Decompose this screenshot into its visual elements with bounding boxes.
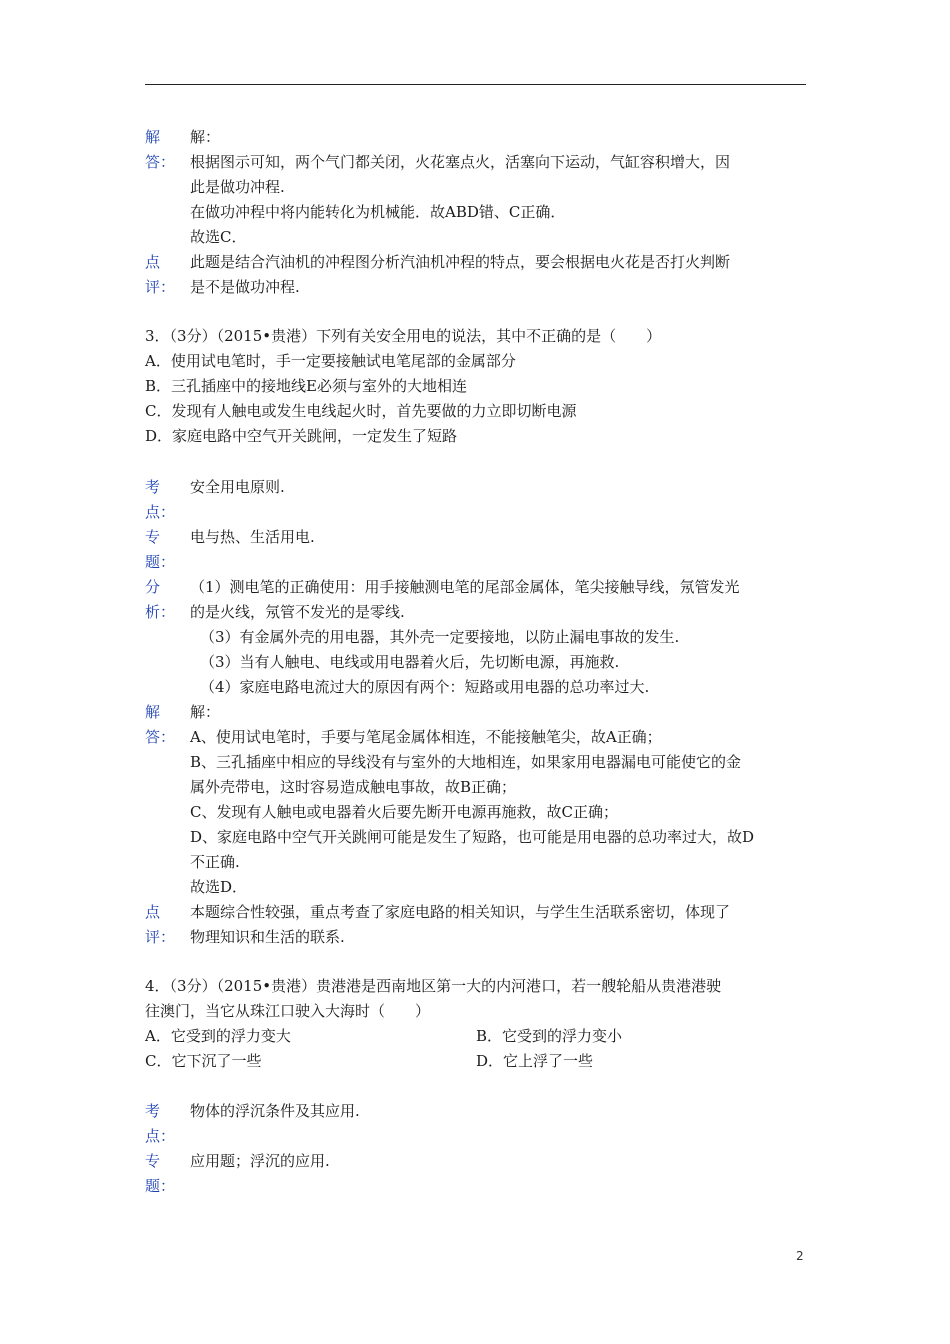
q3-jieda-line: 属外壳带电，这时容易造成触电事故，故B正确； — [190, 778, 517, 796]
label-kao: 考 — [145, 1102, 161, 1120]
label-ping: 评： — [145, 278, 176, 296]
q2-answer-line: 故选C． — [190, 228, 247, 246]
q3-jieda-line: D、家庭电路中空气开关跳闸可能是发生了短路，也可能是用电器的总功率过大，故D — [190, 828, 755, 846]
label-jie: 解 — [145, 703, 161, 721]
q3-option-d: D．家庭电路中空气开关跳闸，一定发生了短路 — [145, 427, 458, 445]
q4-option-c: C．它下沉了一些 — [145, 1052, 262, 1070]
q4-stem-line1: 4．（3分）（2015•贵港）贵港港是西南地区第一大的内河港口，若一艘轮船从贵港港驶 — [145, 977, 722, 995]
label-zhuan: 专 — [145, 1152, 161, 1170]
q3-option-a: A．使用试电笔时，手一定要接触试电笔尾部的金属部分 — [145, 352, 516, 370]
label-ti: 题： — [145, 1177, 176, 1195]
q3-fenxi-line: 的是火线，氖管不发光的是零线. — [190, 603, 405, 621]
q3-jieda-line: A、使用试电笔时，手要与笔尾金属体相连，不能接触笔尖，故A正确； — [190, 728, 662, 746]
q3-fenxi-line: （3）当有人触电、电线或用电器着火后，先切断电源，再施救. — [200, 653, 620, 671]
q3-kaodian: 安全用电原则. — [190, 478, 285, 496]
label-da: 答： — [145, 153, 176, 171]
q3-fenxi-line: （3）有金属外壳的用电器，其外壳一定要接地，以防止漏电事故的发生. — [200, 628, 680, 646]
q3-option-b: B．三孔插座中的接地线E必须与室外的大地相连 — [145, 377, 467, 395]
q3-jieda-line: C、发现有人触电或电器着火后要先断开电源再施救，故C正确； — [190, 803, 618, 821]
q2-answer-line: 解： — [190, 128, 221, 146]
q3-fenxi-line: （4）家庭电路电流过大的原因有两个：短路或用电器的总功率过大. — [200, 678, 650, 696]
q3-jieda-line: 不正确. — [190, 853, 240, 871]
q3-jieda-line: B、三孔插座中相应的导线没有与室外的大地相连，如果家用电器漏电可能使它的金 — [190, 753, 742, 771]
label-dian: 点 — [145, 253, 161, 271]
q3-fenxi-line: （1）测电笔的正确使用：用手接触测电笔的尾部金属体，笔尖接触导线，氖管发光 — [190, 578, 740, 596]
q3-dianping-line: 物理知识和生活的联系. — [190, 928, 345, 946]
q2-answer-line: 根据图示可知，两个气门都关闭，火花塞点火，活塞向下运动，气缸容积增大，因 — [190, 153, 731, 171]
q4-stem-line2: 往澳门，当它从珠江口驶入大海时（ ） — [145, 1002, 431, 1020]
q4-kaodian: 物体的浮沉条件及其应用. — [190, 1102, 360, 1120]
q3-option-c: C．发现有人触电或发生电线起火时，首先要做的力立即切断电源 — [145, 402, 577, 420]
label-kaodian: 点： — [145, 1127, 176, 1145]
label-fen: 分 — [145, 578, 161, 596]
label-xi: 析： — [145, 603, 176, 621]
label-kao: 考 — [145, 478, 161, 496]
header-rule — [145, 84, 806, 85]
q2-comment-line: 是不是做功冲程. — [190, 278, 300, 296]
q4-option-d: D．它上浮了一些 — [476, 1052, 594, 1070]
q3-jieda-line: 解： — [190, 703, 221, 721]
q3-jieda-line: 故选D． — [190, 878, 248, 896]
q2-answer-line: 在做功冲程中将内能转化为机械能．故ABD错、C正确． — [190, 203, 566, 221]
label-zhuan: 专 — [145, 528, 161, 546]
q3-stem: 3．（3分）（2015•贵港）下列有关安全用电的说法，其中不正确的是（ ） — [145, 327, 662, 345]
label-kaodian: 点： — [145, 503, 176, 521]
q4-zhuanti: 应用题；浮沉的应用. — [190, 1152, 330, 1170]
q4-option-b: B．它受到的浮力变小 — [476, 1027, 623, 1045]
q3-zhuanti: 电与热、生活用电. — [190, 528, 315, 546]
label-jie: 解 — [145, 128, 161, 146]
q4-option-a: A．它受到的浮力变大 — [145, 1027, 291, 1045]
label-da: 答： — [145, 728, 176, 746]
q2-comment-line: 此题是结合汽油机的冲程图分析汽油机冲程的特点，要会根据电火花是否打火判断 — [190, 253, 731, 271]
label-ti: 题： — [145, 553, 176, 571]
page-number: 2 — [796, 1249, 804, 1263]
q2-answer-line: 此是做功冲程. — [190, 178, 285, 196]
label-dian: 点 — [145, 903, 161, 921]
q3-dianping-line: 本题综合性较强，重点考查了家庭电路的相关知识，与学生生活联系密切，体现了 — [190, 903, 731, 921]
label-ping: 评： — [145, 928, 176, 946]
